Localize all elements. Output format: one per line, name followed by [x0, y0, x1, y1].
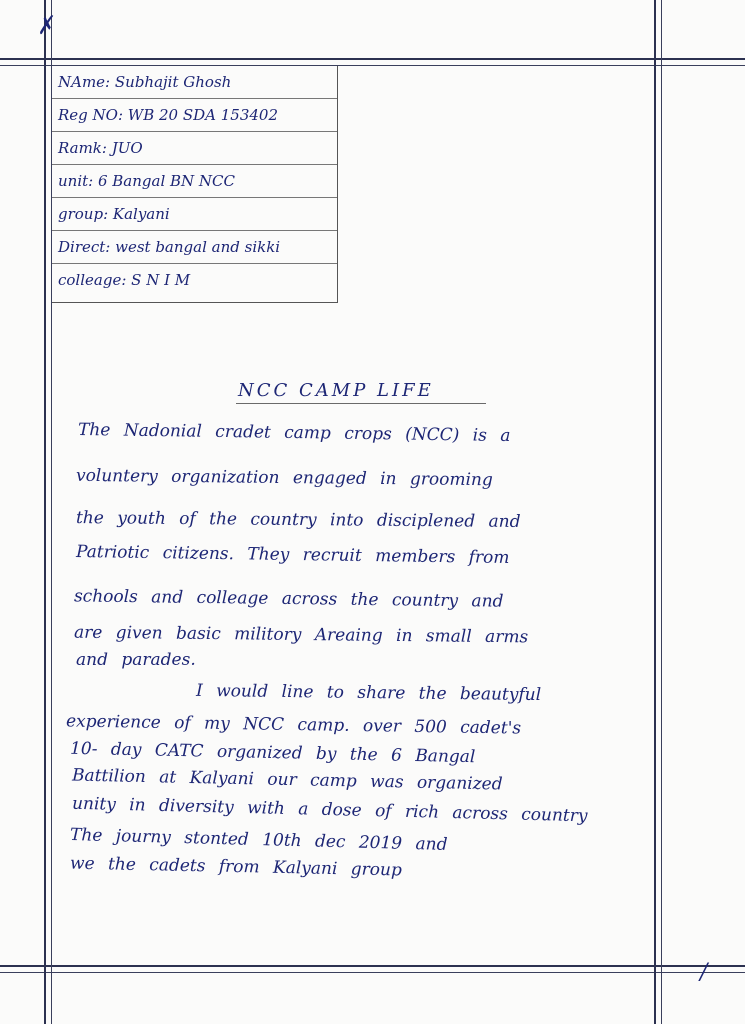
- body-line: unity in diversity with a dose of rich across country: [71, 793, 588, 827]
- directorate-field: Direct: west bangal and sikki: [52, 231, 337, 264]
- body-line: are given basic militory Areaing in small arms: [73, 622, 529, 648]
- group-field: group: Kalyani: [52, 198, 337, 231]
- student-info-box: [52, 66, 338, 303]
- corner-mark: ✗: [33, 12, 57, 41]
- rank-field: Ramk: JUO: [52, 132, 337, 165]
- right-margin-rule-inner: [661, 0, 662, 1024]
- body-line: Battilion at Kalyani our camp was organized: [71, 765, 503, 795]
- body-line: experience of my NCC camp. over 500 cadet's: [65, 711, 522, 739]
- left-margin-rule: [44, 0, 46, 1024]
- essay-title: NCC CAMP LIFE: [238, 380, 434, 401]
- body-line: Patriotic citizens. They recruit members from: [75, 541, 510, 569]
- body-line: I would line to share the beautyful: [195, 680, 542, 706]
- body-line: 10- day CATC organized by the 6 Bangal: [69, 738, 476, 768]
- reg-no-field: Reg NO: WB 20 SDA 153402: [52, 99, 337, 132]
- body-line: voluntery organization engaged in grooming: [75, 465, 493, 491]
- title-underline: [236, 403, 486, 404]
- college-field: colleage: S N I M: [58, 271, 191, 289]
- name-field: NAme: Subhajit Ghosh: [52, 66, 337, 99]
- body-line: The Nadonial cradet camp crops (NCC) is a: [77, 419, 511, 447]
- unit-field: unit: 6 Bangal BN NCC: [52, 165, 337, 198]
- top-margin-rule: [0, 58, 745, 60]
- body-line: The journy stonted 10th dec 2019 and: [69, 825, 448, 855]
- body-line: the youth of the country into disciplened and: [75, 508, 521, 532]
- body-line: schools and colleage across the country and: [73, 586, 504, 612]
- body-line: we the cadets from Kalyani group: [69, 853, 403, 881]
- body-line: and parades.: [76, 650, 196, 670]
- page-end-mark: /: [700, 960, 708, 985]
- bottom-margin-rule-inner: [0, 972, 745, 973]
- bottom-margin-rule: [0, 965, 745, 967]
- right-margin-rule: [654, 0, 656, 1024]
